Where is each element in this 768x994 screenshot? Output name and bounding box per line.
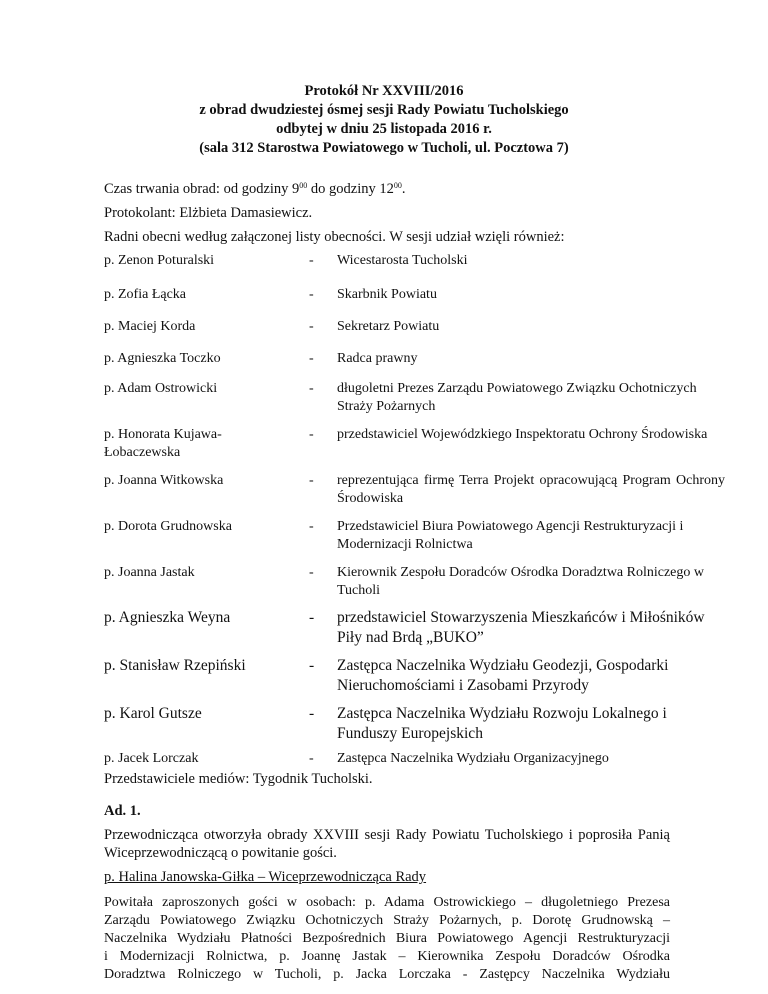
attendee-dash: - xyxy=(309,657,315,674)
attendee-role: Radca prawny xyxy=(337,351,418,366)
protocol-date: odbytej w dniu 25 listopada 2016 r. xyxy=(276,121,492,137)
attendee-dash: - xyxy=(309,609,315,626)
attendee-dash: - xyxy=(309,751,314,766)
speech-paragraph xyxy=(104,894,670,984)
attendee-dash: - xyxy=(309,427,314,442)
attendee-name: p. Jacek Lorczak xyxy=(104,751,199,766)
attendee-dash: - xyxy=(309,381,314,396)
recorder-line: Protokolant: Elżbieta Damasiewicz. xyxy=(104,205,313,221)
attendee-role: Zastępca Naczelnika Wydziału Geodezji, Gospodarki Nieruchomościami i Zasobami Przyrody xyxy=(337,657,669,694)
attendee-name: p. Stanisław Rzepiński xyxy=(104,657,246,674)
attendance-line: Radni obecni według załączonej listy obecności. W sesji udział wzięli również: xyxy=(104,229,565,245)
attendee-role: Kierownik Zespołu Doradców Ośrodka Doradztwa Rolniczego w Tucholi xyxy=(337,565,705,598)
attendee-name: p. Honorata Kujawa-Łobaczewska xyxy=(104,427,222,460)
attendee-dash: - xyxy=(309,473,314,488)
protocol-subtitle: z obrad dwudziestej ósmej sesji Rady Powiatu Tucholskiego xyxy=(199,102,569,118)
attendee-role: długoletni Prezes Zarządu Powiatowego Związku Ochotniczych Straży Pożarnych xyxy=(337,381,697,414)
attendee-name: p. Dorota Grudnowska xyxy=(104,519,232,534)
attendee-dash: - xyxy=(309,705,315,722)
attendee-name: p. Adam Ostrowicki xyxy=(104,381,218,396)
speech-line: Doradztwa Rolniczego w Tucholi, p. Jacka Lorczaka - Zastępcy Naczelnika Wydziału xyxy=(104,967,670,982)
opening-paragraph: Przewodnicząca otworzyła obrady XXVIII sesji Rady Powiatu Tucholskiego i poprosiła Panią Wiceprzewodniczącą o powitanie gości. xyxy=(104,827,670,861)
attendee-name: p. Maciej Korda xyxy=(104,319,196,334)
attendee-name: p. Karol Gutsze xyxy=(104,705,202,722)
attendee-name: p. Agnieszka Weyna xyxy=(104,609,231,626)
attendee-dash: - xyxy=(309,565,314,580)
attendee-dash: - xyxy=(309,519,314,534)
speech-line: Powitała zaproszonych gości w osobach: p. Adama Ostrowickiego – długoletniego Prezesa xyxy=(104,895,670,910)
attendee-dash: - xyxy=(309,351,314,366)
attendee-role: Zastępca Naczelnika Wydziału Organizacyjnego xyxy=(337,751,609,766)
media-line: Przedstawiciele mediów: Tygodnik Tucholski. xyxy=(104,771,373,787)
attendee-name: p. Zenon Poturalski xyxy=(104,253,215,268)
protocol-title: Protokół Nr XXVIII/2016 xyxy=(304,83,464,99)
attendee-role: Zastępca Naczelnika Wydziału Rozwoju Lokalnego i Funduszy Europejskich xyxy=(337,705,667,742)
attendee-role: Skarbnik Powiatu xyxy=(337,287,437,302)
attendee-role: Przedstawiciel Biura Powiatowego Agencji Restrukturyzacji i Modernizacji Rolnictwa xyxy=(337,519,684,552)
speech-line: Zarządu Powiatowego Związku Ochotniczych Straży Pożarnych, p. Dorotę Grudnowską – xyxy=(104,913,670,928)
attendee-role: przedstawiciel Wojewódzkiego Inspektoratu Ochrony Środowiska xyxy=(337,427,708,442)
protocol-header xyxy=(0,82,768,158)
attendee-dash: - xyxy=(309,287,314,302)
speaker-line: p. Halina Janowska-Giłka – Wiceprzewodnicząca Rady xyxy=(104,869,427,885)
attendee-role: reprezentująca firmę Terra Projekt opracowującą Program Ochrony Środowiska xyxy=(337,473,725,506)
protocol-location: (sala 312 Starostwa Powiatowego w Tucholi, ul. Pocztowa 7) xyxy=(199,140,569,156)
attendee-role: przedstawiciel Stowarzyszenia Mieszkańców i Miłośników Piły nad Brdą „BUKO” xyxy=(337,609,705,646)
attendee-name: p. Zofia Łącka xyxy=(104,287,187,302)
attendee-dash: - xyxy=(309,253,314,268)
attendee-name: p. Joanna Witkowska xyxy=(104,473,224,488)
attendee-dash: - xyxy=(309,319,314,334)
attendee-name: p. Agnieszka Toczko xyxy=(104,351,221,366)
attendee-role: Sekretarz Powiatu xyxy=(337,319,440,334)
session-duration: Czas trwania obrad: od godziny $9^{00}$ do godziny $12^{00}$. xyxy=(104,181,406,197)
speech-line: Naczelnika Wydziału Płatności Bezpośrednich Biura Powiatowego Agencji Restrukturyzacji xyxy=(104,931,670,946)
attendee-role: Wicestarosta Tucholski xyxy=(337,253,468,268)
section-heading: Ad. 1. xyxy=(104,803,141,819)
attendee-name: p. Joanna Jastak xyxy=(104,565,195,580)
speech-line: i Modernizacji Rolnictwa, p. Joannę Jastak – Kierownika Zespołu Doradców Ośrodka xyxy=(104,949,670,964)
